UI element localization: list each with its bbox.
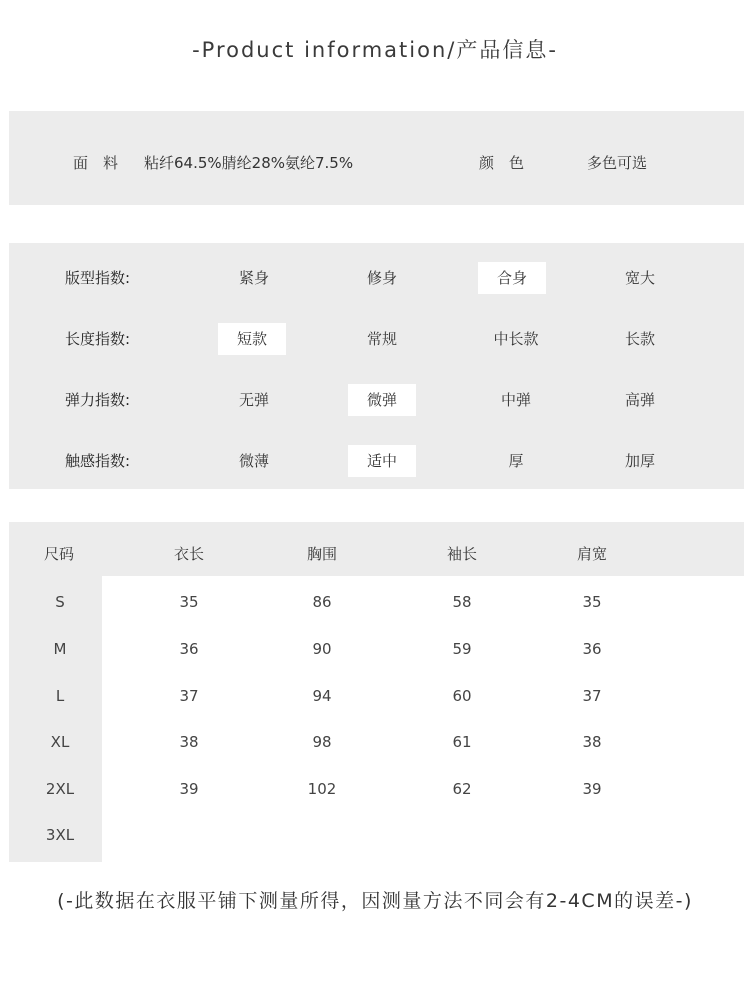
index-label: 版型指数: [65,269,131,287]
table-row [9,624,744,671]
table-cell: 90 [312,640,332,658]
index-option: 宽大 [624,269,655,287]
length-index-row [9,323,744,355]
index-option: 常规 [366,330,397,348]
table-cell [422,810,502,857]
table-cell: 39 [179,780,199,798]
table-cell: 62 [452,780,472,798]
table-row [9,577,744,624]
header-cell: 衣长 [173,545,204,563]
index-option: 厚 [508,452,524,470]
table-cell: 36 [179,640,199,658]
index-label: 长度指数: [65,330,131,348]
table-cell [552,810,632,857]
size-table [9,522,744,862]
table-cell: 36 [582,640,602,658]
table-cell: 37 [582,687,602,705]
table-cell: 98 [312,733,332,751]
table-cell: 38 [582,733,602,751]
size-cell: 3XL [45,826,75,844]
table-cell: 86 [312,593,332,611]
size-cell: 2XL [45,780,75,798]
index-option: 紧身 [238,269,269,287]
stretch-index-row [9,384,744,416]
table-row [9,810,744,857]
index-option: 修身 [366,269,397,287]
material-panel [9,111,744,205]
page-title: -Product information/产品信息- [192,38,558,62]
size-table-header [9,522,744,576]
fabric-label: 面 料 [73,154,119,172]
fit-index-row [9,262,744,294]
size-cell: S [55,593,65,611]
index-label: 弹力指数: [65,391,131,409]
table-row [9,717,744,764]
size-cell: L [55,687,65,705]
index-option: 适中 [348,445,416,477]
table-cell: 38 [179,733,199,751]
index-panel [9,243,744,489]
table-cell: 35 [179,593,199,611]
table-cell: 58 [452,593,472,611]
table-cell [149,810,229,857]
header-cell: 尺码 [43,545,74,563]
index-option: 高弹 [624,391,655,409]
index-option: 短款 [218,323,286,355]
index-option: 加厚 [624,452,655,470]
table-cell: 60 [452,687,472,705]
index-option: 中长款 [493,330,539,348]
touch-index-row [9,445,744,477]
size-cell: M [53,640,67,658]
size-cell: XL [50,733,70,751]
index-label: 触感指数: [65,452,131,470]
table-cell: 59 [452,640,472,658]
table-cell: 61 [452,733,472,751]
fabric-value: 粘纤64.5%腈纶28%氨纶7.5% [144,154,354,172]
table-row [9,764,744,811]
measurement-footnote: (-此数据在衣服平铺下测量所得，因测量方法不同会有2-4CM的误差-) [57,890,693,912]
index-option: 微弹 [348,384,416,416]
header-cell: 袖长 [446,545,477,563]
header-cell: 肩宽 [576,545,607,563]
color-label: 颜 色 [479,154,525,172]
table-cell [282,810,362,857]
index-option: 合身 [478,262,546,294]
index-option: 微薄 [238,452,269,470]
table-cell: 102 [307,780,337,798]
index-option: 长款 [624,330,655,348]
header-cell: 胸围 [306,545,337,563]
table-cell: 94 [312,687,332,705]
table-cell: 35 [582,593,602,611]
table-row [9,671,744,718]
table-cell: 39 [582,780,602,798]
index-option: 中弹 [500,391,531,409]
color-value: 多色可选 [587,154,648,172]
index-option: 无弹 [238,391,269,409]
table-cell: 37 [179,687,199,705]
